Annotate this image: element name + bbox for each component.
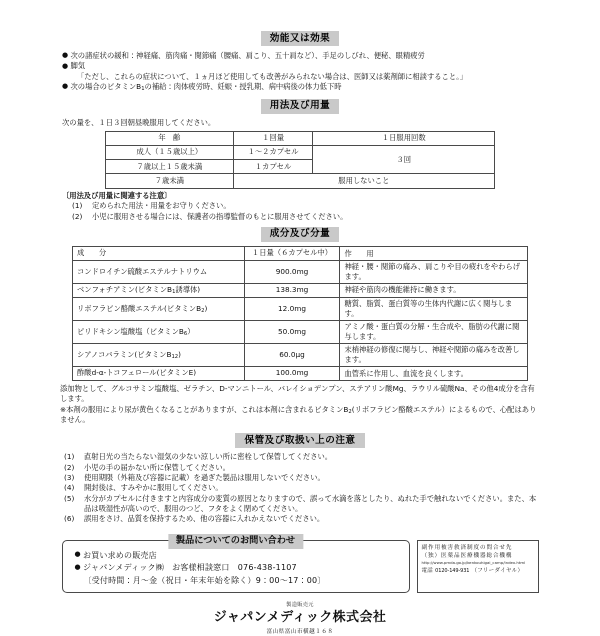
manufacturer-address: 富山県富山市横越１６８ [266,628,334,635]
list-item [75,550,399,561]
ingr-amount: 60.0μg [244,343,340,366]
list-item [62,483,538,493]
pmda-url[interactable]: http://www.pmda.go.jp/kenkouhigai_camp/index.html [421,560,526,566]
pmda-line-1: 副作用被害救済制度の問合せ先 [421,544,513,551]
bullet-icon: ● [62,82,69,91]
dosage-notes [0,191,600,222]
ingr-action: アミノ酸・蛋白質の分解・生合成や、脂肪の代謝に関与します。 [340,320,528,343]
storage-heading [0,433,600,448]
storage-note-4: 開封後は、すみやかに服用してください。 [84,483,223,493]
storage-note-1: 直射日光の当たらない湿気の少ない涼しい所に密栓して保管してください。 [84,452,333,462]
efficacy-heading [0,31,600,46]
ingredients-heading-text: 成分及び分量 [261,227,340,242]
contact-hours: 〔受付時間：月～金（祝日・年末年始を除く）9：00～17：00〕 [83,575,326,585]
efficacy-bullet-1: 次の諸症状の緩和：神経痛、筋肉痛・関節痛（腰痛、肩こり、五十肩など）、手足のしびれ、便秘、眼精疲労 [70,50,425,60]
bullet-icon: ● [74,562,81,571]
ingr-header-amount: １日量（６カプセル中） [244,246,340,260]
efficacy-consult-note: 「ただし、これらの症状について、１ヵ月ほど使用しても改善がみられない場合は、医師又は薬剤師に相談すること。」 [77,71,468,81]
storage-note-3: 使用期限（外箱及び容器に記載）を過ぎた製品は服用しないでください。 [84,473,325,483]
ingr-name: ベンフォチアミン(ビタミンB1誘導体) [73,283,245,297]
contact-box-title: 製品についてのお問い合わせ [168,534,303,550]
storage-note-2: 小児の手の届かない所に保管してください。 [84,462,230,472]
dosage-header-times: １日服用回数 [313,131,495,145]
list-item [62,212,538,222]
efficacy-bullet-2: 脚気 [70,61,86,71]
list-item [62,82,538,92]
efficacy-body [0,51,600,92]
list-item [62,201,538,211]
table-row [73,343,528,366]
dosage-note-2: 小児に服用させる場合には、保護者の指導監督のもとに服用させてください。 [92,211,348,221]
ingr-amount: 50.0mg [244,320,340,343]
list-item [62,473,538,483]
contact-row [0,535,600,593]
list-number: (5) [64,493,75,503]
storage-notes-list [62,452,538,524]
dosage-dose-child: １カプセル [233,160,313,174]
bullet-icon: ● [62,51,69,60]
ingr-amount: 138.3mg [244,283,340,297]
ingr-amount: 12.0mg [244,297,340,320]
manufacturer-block [0,602,600,636]
ingr-amount: 100.0mg [244,366,340,380]
dosage-age-adult: 成人（１５歳以上） [106,145,234,159]
dosage-table-wrap [0,131,600,189]
table-row [106,131,495,145]
ingr-name: ピリドキシン塩酸塩（ビタミンB6） [73,320,245,343]
ingredients-footnotes [0,384,600,425]
pmda-tel-label: 電話 [421,567,434,574]
ingredients-section [0,222,600,425]
list-item [75,562,399,573]
efficacy-heading-text: 効能又は効果 [261,31,340,46]
list-number: (1) [72,201,83,211]
dosage-age-child: ７歳以上１５歳未満 [106,160,234,174]
storage-notes [0,452,600,524]
pmda-box [417,540,539,593]
table-row [106,174,495,188]
table-row [73,366,528,380]
list-item [62,61,538,71]
ingr-name: 酢酸d-α-トコフェロール(ビタミンE) [73,366,245,380]
urine-note: ※本剤の服用により尿が黄色くなることがありますが、これは本剤に含まれるビタミンB2(リボフラビン酪酸エステル）によるもので、心配はありません。 [60,405,537,425]
efficacy-bullet-list [62,51,538,72]
efficacy-bullet-3: 次の場合のビタミンB1の補給：肉体疲労時、妊娠・授乳期、病中病後の体力低下時 [70,81,342,92]
pmda-tel-line [422,567,535,576]
pmda-tel-number: 0120-149-931 [435,567,470,574]
ingr-action: 末梢神経の修復に関与し、神経や関節の痛みを改善します。 [340,343,528,366]
list-item [62,51,538,61]
list-item [62,452,538,462]
dosage-heading-text: 用法及び用量 [261,99,340,114]
list-number: (4) [64,483,75,493]
manufacturer-label: 製造販売元 [286,601,314,608]
dosage-under7-text: 服用しないこと [233,174,494,188]
list-number: (2) [72,211,83,221]
dosage-table [105,131,495,189]
additives-text: 添加物として、グルコサミン塩酸塩、ゼラチン、D-マンニトール、バレイショデンプン、ステアリン酸Mg、ラウリル硫酸Na、その他4成分を含有します。 [60,383,535,403]
table-row [73,246,528,260]
pmda-line-2: （独）医薬品医療機器総合機構 [421,552,513,559]
ingr-action: 血管系に作用し、血流を良くします。 [340,366,528,380]
list-item [62,514,538,524]
table-row [73,260,528,283]
dosage-age-under7: ７歳未満 [106,174,234,188]
dosage-note-1: 定められた用法・用量をお守りください。 [92,201,231,211]
ingr-name: コンドロイチン硫酸エステルナトリウム [73,260,245,283]
pmda-tel-note: （フリーダイヤル） [471,567,524,574]
dosage-header-dose: １回量 [233,131,313,145]
ingr-action: 糖質、脂質、蛋白質等の生体内代謝に広く関与します。 [340,297,528,320]
ingr-header-action: 作 用 [340,246,528,260]
manufacturer-name: ジャパンメディック株式会社 [213,610,387,626]
ingredients-heading [0,227,600,242]
contact-list [75,550,399,574]
ingr-name: シアノコバラミン(ビタミンB12) [73,343,245,366]
storage-heading-text: 保管及び取扱い上の注意 [235,433,364,448]
product-contact-box [62,535,410,593]
dosage-notes-list [62,201,538,221]
dosage-heading [0,99,600,114]
ingr-name: リボフラビン酪酸エステル(ビタミンB2) [73,297,245,320]
ingr-action: 神経や筋肉の機能維持に働きます。 [340,283,528,297]
ingr-amount: 900.0mg [244,260,340,283]
ingredients-table-wrap [0,246,600,381]
dosage-dose-adult: １～２カプセル [233,145,313,159]
contact-phone-line: ジャパンメディック㈱ お客様相談窓口 076-438-1107 [83,563,297,573]
list-item [62,494,538,514]
dosage-times-value: ３回 [313,145,495,174]
ingr-header-name: 成 分 [73,246,245,260]
dosage-lead [0,118,600,128]
dosage-header-age: 年 齢 [106,131,234,145]
efficacy-section [0,0,600,92]
dosage-section [0,93,600,222]
contact-section [0,525,600,636]
list-number: (6) [64,514,75,524]
list-number: (2) [64,462,75,472]
ingredients-table [72,246,528,381]
table-row [106,145,495,159]
table-row [73,283,528,297]
table-row [73,320,528,343]
bullet-icon: ● [74,550,81,559]
dosage-notes-title: 〔用法及び用量に関連する注意〕 [62,190,172,200]
list-number: (1) [64,452,75,462]
storage-section [0,425,600,524]
efficacy-bullet-list-2 [62,82,538,92]
table-row [73,297,528,320]
bullet-icon: ● [62,61,69,70]
dosage-lead-text: 次の量を、１日３回朝昼晩服用してください。 [62,117,216,127]
storage-note-6: 誤用をさけ、品質を保持するため、他の容器に入れかえないでください。 [84,514,325,524]
list-item [62,463,538,473]
storage-note-5: 水分がカプセルに付きますと内容成分の変質の原因となりますので、誤って水滴を落としたり、ぬれた手で触れないでください。また、本品は吸湿性が高いので、服用のつど、フタをよく閉めてください。 [84,493,537,513]
contact-retailer: お買い求めの販売店 [83,550,157,560]
ingr-action: 神経・腰・関節の痛み、肩こりや目の疲れをやわらげます。 [340,260,528,283]
list-number: (3) [64,473,75,483]
